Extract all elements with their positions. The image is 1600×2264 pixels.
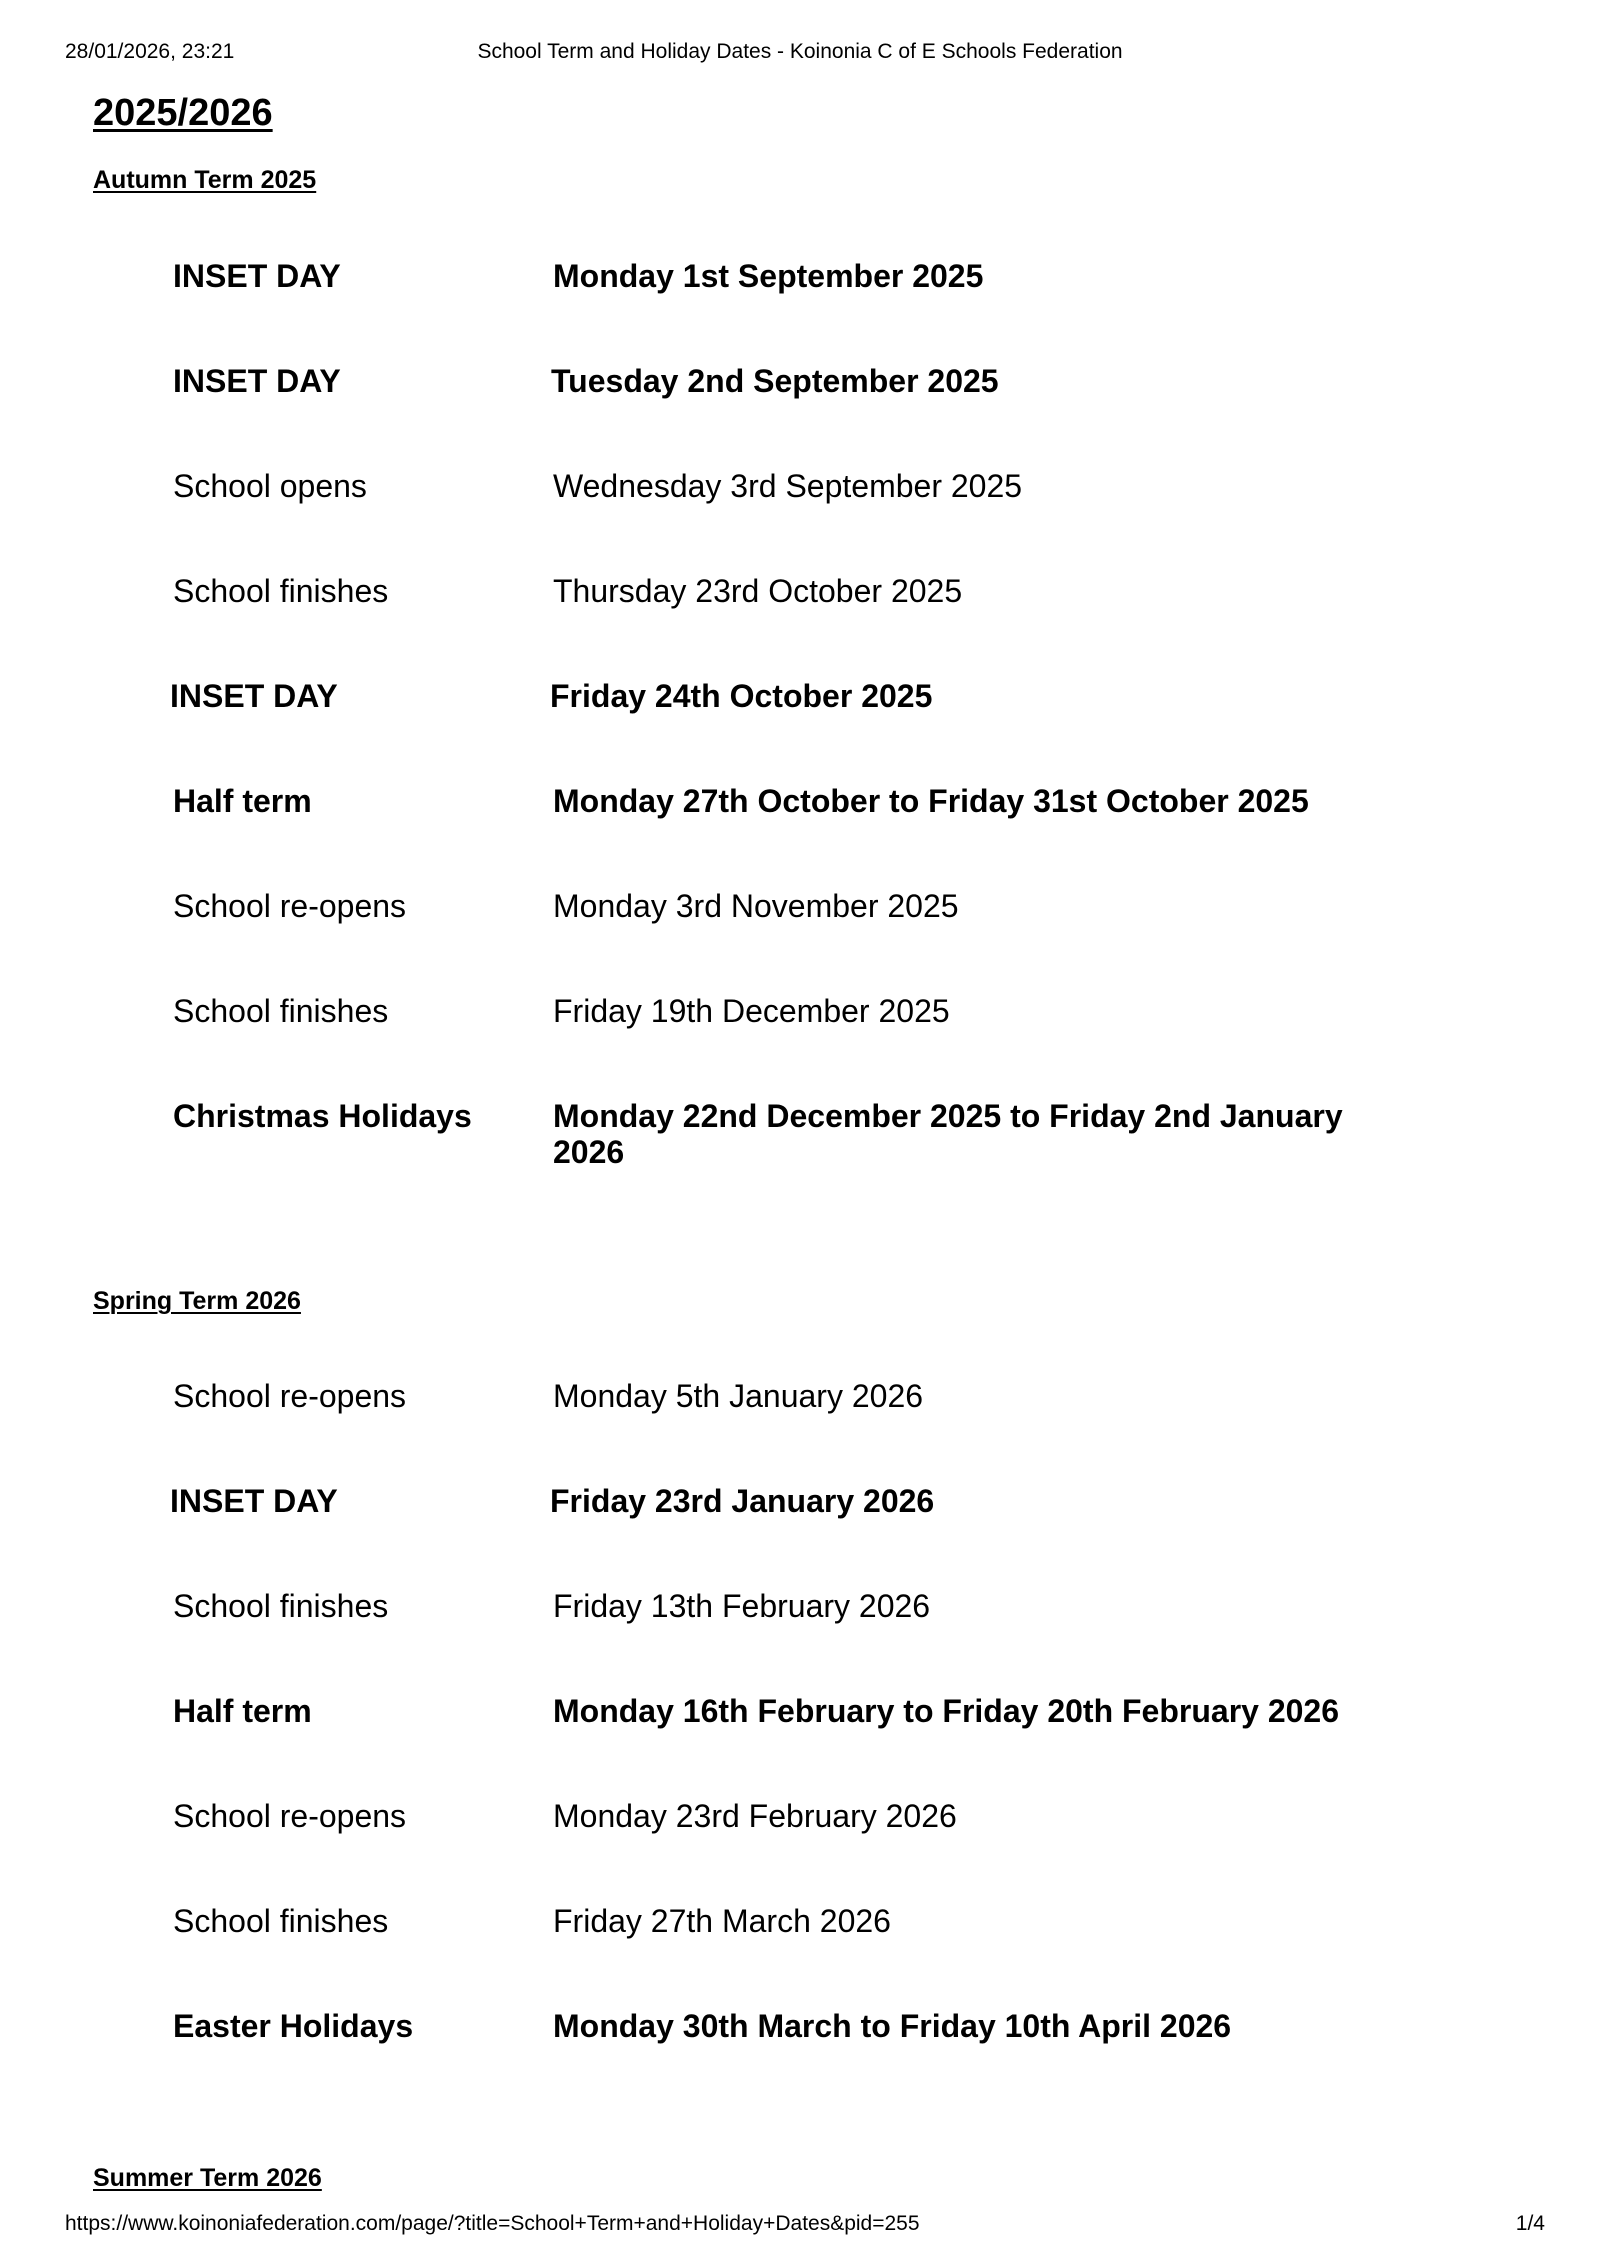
row-date: Friday 27th March 2026 <box>553 1903 891 1939</box>
print-footer <box>0 2212 1600 2242</box>
row-date: Friday 23rd January 2026 <box>550 1483 935 1519</box>
print-datetime: 28/01/2026, 23:21 <box>65 40 235 63</box>
page-url[interactable]: https://www.koinoniafederation.com/page/?title=School+Term+and+Holiday+Dates&pid=255 <box>65 2212 920 2235</box>
row-label: School finishes <box>173 1903 389 1939</box>
print-header <box>0 40 1600 70</box>
row-label: Easter Holidays <box>173 2008 414 2044</box>
row-date: Thursday 23rd October 2025 <box>553 573 963 609</box>
row-date: Monday 30th March to Friday 10th April 2026 <box>553 2008 1232 2044</box>
row-date: Friday 13th February 2026 <box>553 1588 931 1624</box>
row-date: Friday 19th December 2025 <box>553 993 950 1029</box>
row-date: Monday 5th January 2026 <box>553 1378 924 1414</box>
row-date: Monday 16th February to Friday 20th February 2026 <box>553 1693 1340 1729</box>
row-label: INSET DAY <box>173 363 341 399</box>
row-date: Monday 23rd February 2026 <box>553 1798 957 1834</box>
row-date: Wednesday 3rd September 2025 <box>553 468 1023 504</box>
row-label: School finishes <box>173 573 389 609</box>
row-date: Monday 27th October to Friday 31st October 2025 <box>553 783 1309 819</box>
row-date: Monday 1st September 2025 <box>553 258 984 294</box>
row-date: Monday 22nd December 2025 to Friday 2nd January 2026 <box>553 1098 1343 1170</box>
row-date: Monday 3rd November 2025 <box>553 888 959 924</box>
row-label: School finishes <box>173 1588 389 1624</box>
row-label: Half term <box>173 783 312 819</box>
row-date: Friday 24th October 2025 <box>550 678 933 714</box>
row-label: INSET DAY <box>170 1483 338 1519</box>
row-label: Christmas Holidays <box>173 1098 472 1134</box>
print-page-title: School Term and Holiday Dates - Koinonia C of E Schools Federation <box>477 40 1123 63</box>
row-label: School finishes <box>173 993 389 1029</box>
term-heading-summer: Summer Term 2026 <box>93 2164 322 2192</box>
row-label: Half term <box>173 1693 312 1729</box>
row-label: School re-opens <box>173 1378 407 1414</box>
term-heading-autumn: Autumn Term 2025 <box>93 166 317 194</box>
year-heading: 2025/2026 <box>93 92 273 134</box>
row-label: INSET DAY <box>170 678 338 714</box>
row-label: School re-opens <box>173 888 407 924</box>
row-date: Tuesday 2nd September 2025 <box>551 363 999 399</box>
term-heading-spring: Spring Term 2026 <box>93 1287 301 1315</box>
row-label: School re-opens <box>173 1798 407 1834</box>
row-label: INSET DAY <box>173 258 341 294</box>
page-number: 1/4 <box>1515 2212 1545 2235</box>
row-label: School opens <box>173 468 367 504</box>
